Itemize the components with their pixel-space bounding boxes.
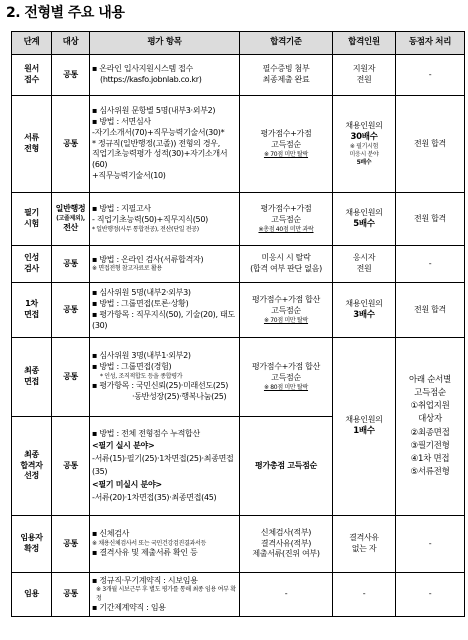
- criteria-line: 평가점수+가점 합산: [251, 295, 321, 305]
- criteria-cell: [240, 55, 333, 96]
- pass-line: 채용인원의: [345, 298, 383, 308]
- table-header-row: [12, 32, 465, 55]
- selection-table: [11, 31, 465, 617]
- items-cell: [90, 96, 240, 193]
- criteria-line: 고득점순: [271, 214, 301, 224]
- items-cell: [90, 338, 240, 417]
- criteria-line: 필수증빙 첨부: [262, 64, 310, 74]
- pass-line: 전원: [356, 75, 372, 84]
- item-line: ▪ 기간제계약직 : 임용: [92, 602, 166, 612]
- target-cell: 공통: [52, 338, 90, 417]
- criteria-line: 결격사유(적부): [260, 538, 312, 548]
- stage-label: 서류: [24, 133, 39, 143]
- pass-cell: -: [333, 573, 396, 617]
- header-target: 대상: [52, 32, 90, 55]
- pass-line: 1배수: [353, 426, 375, 437]
- items-cell: [90, 573, 240, 617]
- criteria-cell: [240, 246, 333, 283]
- item-line: ▪ 방법 : 전체 전형점수 누적합산: [92, 428, 200, 438]
- stage-label: 전형: [24, 144, 39, 153]
- stage-label: 면접: [24, 377, 39, 386]
- stage-label: 면접: [24, 310, 39, 319]
- stage-cell: [12, 96, 52, 193]
- tie-line: ②최종면접: [410, 427, 450, 438]
- tie-cell: 전원 합격: [396, 96, 465, 193]
- item-line: ▪ 정규직·무기계약직 : 시보임용: [92, 575, 198, 585]
- criteria-note: ※ 70점 미만 탈락: [263, 150, 309, 158]
- stage-label: 확정: [24, 544, 39, 553]
- item-line: +직무능력기술서(10): [92, 170, 166, 180]
- stage-label: 필기: [24, 208, 39, 218]
- pass-line: 응시자: [352, 253, 376, 263]
- stage-cell: [12, 283, 52, 338]
- criteria-note: ※ 80점 미만 탈락: [263, 383, 309, 391]
- criteria-line: 신체검사(적부): [260, 527, 312, 537]
- criteria-cell: 평가총점 고득점순: [240, 417, 333, 516]
- tie-line: ⑤서류전형: [410, 467, 450, 478]
- item-line: ▪ 방법 : 서면심사: [92, 117, 151, 126]
- pass-line: 없는 자: [351, 544, 377, 553]
- pass-line: 채용인원의: [345, 120, 383, 130]
- items-cell: [90, 193, 240, 246]
- target-cell: 공통: [52, 516, 90, 573]
- criteria-line: (합격 여부 판단 없음): [250, 264, 322, 273]
- criteria-cell: [240, 338, 333, 417]
- stage-label: 원서: [24, 64, 39, 74]
- stage-cell: [12, 338, 52, 417]
- items-cell: [90, 417, 240, 516]
- header-stage: 단계: [12, 32, 52, 55]
- pass-line: 전원: [356, 264, 372, 273]
- stage-label: 임용자: [20, 533, 43, 543]
- tie-line: 고득점순: [414, 387, 446, 398]
- items-cell: [90, 55, 240, 96]
- pass-cell: [333, 516, 396, 573]
- items-cell: [90, 283, 240, 338]
- target-line: 전산: [63, 223, 78, 233]
- item-subheading: <필기 미실시 분야>: [92, 479, 162, 489]
- criteria-note: ※총점 40점 미만 과락: [258, 225, 314, 233]
- pass-cell: [333, 283, 396, 338]
- item-line: ▪ 평가항목 : 직무지식(50), 기술(20), 태도(30): [92, 310, 235, 330]
- target-cell: 공통: [52, 96, 90, 193]
- page-title: 2. 전형별 주요 내용: [6, 5, 125, 21]
- criteria-cell: [240, 193, 333, 246]
- pass-line: 채용인원의: [345, 415, 383, 425]
- item-line: ▪ 심사위원 3명(내부1·외부2): [92, 351, 191, 361]
- item-line: ▪ 심사위원 문항별 5명(내부3·외부2): [92, 106, 216, 116]
- stage-cell: [12, 193, 52, 246]
- pass-line: 지원자: [352, 64, 376, 74]
- pass-note: 5배수: [356, 159, 372, 167]
- criteria-line: 최종제출 완료: [262, 75, 310, 84]
- target-cell: 공통: [52, 417, 90, 516]
- table-row: [12, 246, 465, 283]
- item-line: ·동반성장(25)·행복나눔(25): [132, 391, 227, 401]
- table-row: [12, 193, 465, 246]
- criteria-line: 평가점수+가점: [260, 129, 312, 139]
- item-note: ※ 3개월 시보근무 후 별도 평가를 통해 최종 임용 여부 확정: [96, 586, 236, 602]
- pass-line: 5배수: [353, 218, 375, 229]
- table-row: [12, 516, 465, 573]
- stage-label: 선정: [24, 471, 39, 481]
- criteria-line: 고득점순: [271, 372, 301, 382]
- table-row: [12, 338, 465, 417]
- target-cell: 공통: [52, 283, 90, 338]
- criteria-line: 고득점순: [271, 139, 301, 149]
- criteria-line: 제출서류(진위 여부): [252, 549, 320, 559]
- target-cell: [52, 193, 90, 246]
- criteria-cell: [240, 96, 333, 193]
- pass-cell: [333, 193, 396, 246]
- item-line: ▪ 평가항목 : 국민신뢰(25)·미래선도(25): [92, 381, 229, 391]
- item-subheading: <필기 실시 분야>: [92, 441, 155, 451]
- item-line: ▪ 방법 : 그룹면접(경험): [92, 362, 172, 372]
- tie-cell: -: [396, 246, 465, 283]
- item-note: ※ 면접전형 참고자료로 활용: [92, 265, 163, 273]
- pass-line: 결격사유: [349, 533, 379, 543]
- item-line: ▪ 온라인 입사지원시스템 접수: [92, 64, 193, 74]
- stage-label: 인성: [24, 253, 39, 263]
- tie-cell: [396, 338, 465, 516]
- tie-cell: 전원 합격: [396, 283, 465, 338]
- stage-label: 1차: [25, 299, 38, 309]
- target-cell: 공통: [52, 246, 90, 283]
- table-row: [12, 55, 465, 96]
- target-cell: 공통: [52, 573, 90, 617]
- application-url-link[interactable]: (https://kasfo.jobnlab.co.kr): [100, 75, 202, 84]
- stage-cell: [12, 246, 52, 283]
- item-line: -자기소개서(70)+직무능력기술서(30)*: [92, 127, 225, 137]
- tie-cell: -: [396, 516, 465, 573]
- item-note: * 일반행정(사무 통합전공), 전산(단일 전공): [92, 225, 199, 233]
- item-line: ▪ 결격사유 및 제출서류 확인 등: [92, 548, 198, 558]
- criteria-cell: [240, 283, 333, 338]
- stage-label: 접수: [24, 75, 39, 84]
- items-cell: [90, 246, 240, 283]
- tie-line: ③필기전형: [410, 440, 450, 451]
- item-line: ▪ 신체검사: [92, 529, 130, 539]
- item-note: * 인성, 조직적합도 등을 종합평가: [100, 372, 183, 380]
- item-line: 직업기초능력평가 성적(30)+자기소개서(60): [92, 149, 228, 170]
- pass-cell: [333, 55, 396, 96]
- tie-cell: 전원 합격: [396, 193, 465, 246]
- header-pass-count: 합격인원: [333, 32, 396, 55]
- pass-cell: [333, 338, 396, 516]
- stage-label: 합격자: [20, 460, 43, 470]
- item-line: ▪ 방법 : 지필고사: [92, 204, 151, 214]
- stage-label: 최종: [24, 449, 39, 459]
- item-line: -서류(20)·1차면접(35)·최종면접(45): [92, 492, 217, 502]
- pass-note: ※ 필기시험: [349, 142, 379, 150]
- item-line: ▪ 방법 : 온라인 검사(서류합격자): [92, 254, 204, 264]
- stage-cell: 임용: [12, 573, 52, 617]
- header-criteria: 합격기준: [240, 32, 333, 55]
- tie-line: ①취업지원: [410, 401, 450, 412]
- tie-cell: -: [396, 573, 465, 617]
- table-row: [12, 96, 465, 193]
- criteria-line: 고득점순: [271, 305, 301, 315]
- tie-line: ④1차 면접: [410, 453, 450, 464]
- criteria-cell: [240, 516, 333, 573]
- pass-note: 미응시 분야: [349, 151, 379, 159]
- header-items: 평가 항목: [90, 32, 240, 55]
- item-line: ▪ 방법 : 그룹면접(토론·상황): [92, 299, 189, 309]
- stage-cell: [12, 55, 52, 96]
- item-line: * 정규직(일반행정(고졸)) 전형의 경우,: [92, 138, 220, 148]
- stage-cell: [12, 516, 52, 573]
- item-line: - 직업기초능력(50)+직무지식(50): [92, 214, 208, 224]
- criteria-line: 평가점수+가점 합산: [251, 362, 321, 372]
- pass-line: 30배수: [350, 131, 378, 142]
- table-row: [12, 573, 465, 617]
- stage-label: 시험: [24, 219, 39, 228]
- criteria-line: 미응시 시 탈락: [261, 253, 311, 263]
- pass-cell: [333, 246, 396, 283]
- criteria-cell: -: [240, 573, 333, 617]
- tie-line: 대상자: [418, 414, 442, 425]
- items-cell: [90, 516, 240, 573]
- pass-line: 3배수: [353, 309, 375, 320]
- tie-cell: -: [396, 55, 465, 96]
- item-line: ▪ 심사위원 5명(내부2·외부3): [92, 288, 191, 298]
- target-line: (고졸제외),: [56, 214, 85, 222]
- stage-cell: [12, 417, 52, 516]
- target-cell: 공통: [52, 55, 90, 96]
- target-line: 일반행정: [55, 204, 86, 214]
- pass-cell: [333, 96, 396, 193]
- item-note: ※ 채용신체검사서 또는 국민건강검진결과서등: [92, 539, 206, 547]
- stage-label: 검사: [24, 264, 39, 273]
- criteria-line: 평가점수+가점: [260, 204, 312, 214]
- item-line: -서류(15)·필기(25)·1차면접(25)·최종면접(35): [92, 454, 234, 476]
- header-tie-break: 동점자 처리: [396, 32, 465, 55]
- table-row: [12, 283, 465, 338]
- tie-line: 아래 순서별: [409, 374, 451, 385]
- criteria-note: ※ 70점 미만 탈락: [263, 316, 309, 324]
- stage-label: 최종: [24, 366, 39, 376]
- pass-line: 채용인원의: [345, 207, 383, 217]
